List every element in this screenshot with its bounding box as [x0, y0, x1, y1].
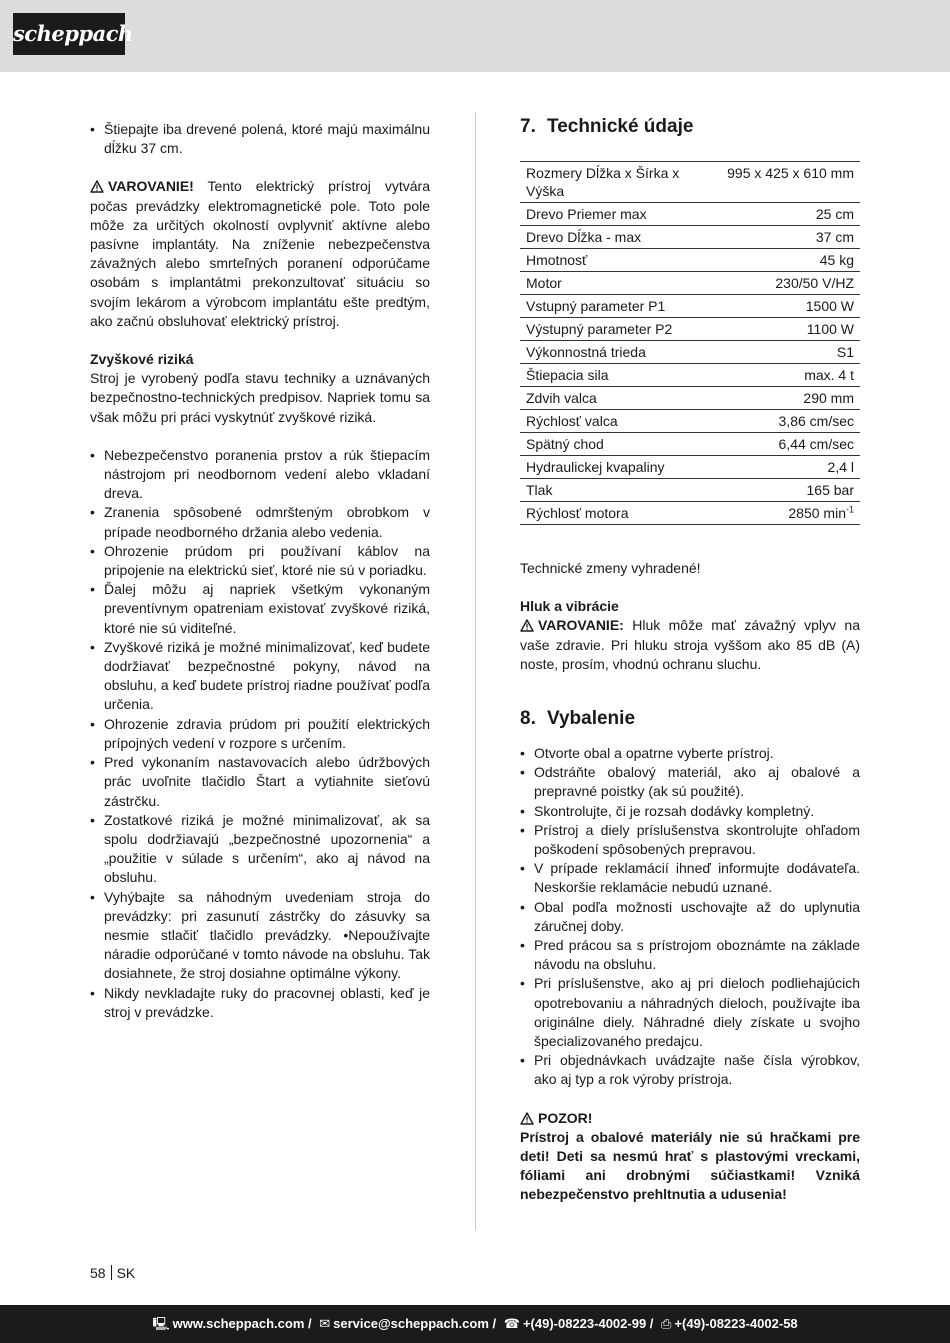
noise-warning: [520, 616, 860, 674]
table-row: [520, 479, 860, 502]
spec-value: max. 4 t: [708, 364, 860, 387]
spec-value: 2,4 l: [708, 456, 860, 479]
spec-label: Tlak: [520, 479, 708, 502]
spec-label: Zdvih valca: [520, 387, 708, 410]
list-item: • Nebezpečenstvo poranenia prstov a rúk štiepacím nástrojom pri neodbornom vedení alebo vkladaní dreva.: [90, 446, 430, 504]
list-item: • Obal podľa možnosti uschovajte až do uplynutia záručnej doby.: [520, 898, 860, 936]
left-column: [90, 120, 430, 1022]
technical-changes-note: Technické zmeny vyhradené!: [520, 560, 701, 576]
warning-icon: [90, 180, 106, 193]
spec-label: Štiepacia sila: [520, 364, 708, 387]
spec-label: Hmotnosť: [520, 249, 708, 272]
spec-value: 165 bar: [708, 479, 860, 502]
language-code: SK: [116, 1265, 136, 1281]
phone-icon: ☎︎: [503, 1316, 520, 1331]
section-title: Vybalenie: [547, 708, 636, 730]
warning-icon: [520, 1112, 536, 1125]
spec-label: Drevo Priemer max: [520, 203, 708, 226]
warning-text: Hluk môže mať závažný vplyv na vaše zdravie. Pri hluku stroja vyššom ako 85 dB (A) noste, prosím, vhodnú ochranu sluchu.: [520, 617, 860, 672]
spec-label: Drevo Dĺžka - max: [520, 226, 708, 249]
table-row: [520, 433, 860, 456]
spec-label: Motor: [520, 272, 708, 295]
page-number: [90, 1264, 135, 1283]
list-item: • Ohrozenie prúdom pri používaní káblov na pripojenie na elektrickú sieť, ktoré nie sú v poriadku.: [90, 542, 430, 580]
spec-table: [520, 161, 860, 525]
warning-text: Tento elektrický prístroj vytvára počas prevádzky elektromagnetické pole. Toto pole môže za určitých okolností ovplyvniť aktívne alebo pasívne implantáty. Na zníženie nebezpečenstva závažných alebo smrteľných poranení odporúčame osobám s implantátmi prekonzultovať situáciu so svojím lekárom a výrobcom implantátu ešte predtým, ako začnú obsluhovať elektrický prístroj.: [90, 178, 430, 329]
caution-heading: [520, 1109, 860, 1128]
spec-value: 230/50 V/HZ: [708, 272, 860, 295]
list-item: • V prípade reklamácií ihneď informujte dodávateľa. Neskoršie reklamácie nebudú uznané.: [520, 859, 860, 897]
section-heading-unpacking: [520, 706, 860, 732]
footer-fax: +(49)-08223-4002-58: [674, 1316, 798, 1331]
spec-value: 25 cm: [708, 203, 860, 226]
spec-value: 45 kg: [708, 249, 860, 272]
unpack-list: [520, 744, 860, 1090]
risks-list: [90, 446, 430, 1022]
noise-heading: Hluk a vibrácie: [520, 598, 619, 615]
risks-intro: Stroj je vyrobený podľa stavu techniky a uznávaných bezpečnostno-technických predpisov. Napriek tomu sa však môžu pri práci vyskytnúť zvyškové riziká.: [90, 370, 430, 425]
risks-heading: Zvyškové riziká: [90, 351, 194, 368]
spec-value: 290 mm: [708, 387, 860, 410]
spec-label: Vstupný parameter P1: [520, 295, 708, 318]
spec-label: Hydraulickej kvapaliny: [520, 456, 708, 479]
spec-label: Rýchlosť motora: [520, 502, 708, 525]
column-divider: [475, 112, 476, 1230]
spec-label: Rozmery Dĺžka x Šírka x Výška: [520, 162, 708, 203]
list-item: • Zvyškové riziká je možné minimalizovať, keď budete dodržiavať bezpečnostné pokyny, návod na obsluhu, a keď budete prístroj riadne používať podľa určenia.: [90, 638, 430, 715]
spec-label: Rýchlosť valca: [520, 410, 708, 433]
section-number: 8.: [520, 708, 536, 730]
table-row: [520, 162, 860, 203]
list-item: • Nikdy nevkladajte ruky do pracovnej oblasti, keď je stroj v prevádzke.: [90, 984, 430, 1022]
spec-value: 1100 W: [708, 318, 860, 341]
table-row: [520, 295, 860, 318]
motor-speed-value: 2850 min: [788, 505, 846, 521]
warning-label: VAROVANIE!: [108, 178, 194, 195]
right-column: [520, 114, 860, 1205]
page-number-value: 58: [90, 1265, 106, 1281]
page-header: [0, 0, 950, 72]
table-row: [520, 410, 860, 433]
spec-value: 3,86 cm/sec: [708, 410, 860, 433]
list-item: • Skontrolujte, či je rozsah dodávky kompletný.: [520, 802, 860, 821]
motor-speed-unit-exponent: -1: [845, 504, 854, 515]
list-item: • Pred vykonaním nastavovacích alebo údržbových prác uvoľnite tlačidlo Štart a vytiahnite sieťovú zástrčku.: [90, 753, 430, 811]
table-row: [520, 318, 860, 341]
envelope-icon: ✉︎: [319, 1316, 331, 1331]
section-title: Technické údaje: [547, 116, 694, 137]
intro-list: [90, 120, 430, 158]
section-heading-technical-data: [520, 114, 860, 140]
list-item: • Ďalej môžu aj napriek všetkým vykonaným preventívnym opatreniam existovať zvyškové riziká, ktoré nie sú viditeľné.: [90, 580, 430, 638]
table-row: [520, 456, 860, 479]
spec-value: 1500 W: [708, 295, 860, 318]
spec-value: 995 x 425 x 610 mm: [708, 162, 860, 203]
brand-logo: scheppach: [13, 13, 125, 55]
list-item: • Vyhýbajte sa náhodným uvedeniam stroja do prevádzky: pri zasunutí zástrčky do zásuvky sa nesmie stlačiť tlačidlo prevádzky. •Nepoužívajte náradie odporúčané v tomto návode na obsluhu. Tak dosiahnete, že stroj dosiahne optimálne výkony.: [90, 888, 430, 984]
list-item: • Odstráňte obalový materiál, ako aj obalové a prepravné poistky (ak sú použité).: [520, 763, 860, 801]
table-row: [520, 502, 860, 525]
list-item: • Štiepajte iba drevené polená, ktoré majú maximálnu dĺžku 37 cm.: [90, 120, 430, 158]
table-row: [520, 226, 860, 249]
section-number: 7.: [520, 116, 536, 137]
list-item: • Zranenia spôsobené odmršteným obrobkom v prípade neodborného držania alebo vedenia.: [90, 503, 430, 541]
page-number-separator: [111, 1265, 112, 1280]
list-item: • Pri príslušenstve, ako aj pri dieloch podliehajúcich opotrebovaniu a náhradných dieloch, používajte iba originálne diely. Náhradné diely získate u svojho špecializovaného predajcu.: [520, 974, 860, 1051]
footer-web[interactable]: www.scheppach.com /: [172, 1316, 312, 1331]
contact-footer: [0, 1305, 950, 1343]
fax-icon: ⎙: [661, 1316, 672, 1331]
list-item: • Otvorte obal a opatrne vyberte prístroj.: [520, 744, 860, 763]
caution-text: Prístroj a obalové materiály nie sú hračkami pre deti! Deti sa nesmú hrať s plastovými vreckami, fóliami ani drobnými súčiastkami! Vzniká nebezpečenstvo prehltnutia a udusenia!: [520, 1128, 860, 1203]
spec-label: Spätný chod: [520, 433, 708, 456]
list-item: • Pred prácou sa s prístrojom oboznámte na základe návodu na obsluhu.: [520, 936, 860, 974]
em-field-warning: [90, 177, 430, 331]
caution-label: POZOR!: [538, 1109, 593, 1126]
footer-phone: +(49)-08223-4002-99 /: [522, 1316, 654, 1331]
list-item: • Prístroj a diely príslušenstva skontrolujte ohľadom poškodení spôsobených prepravou.: [520, 821, 860, 859]
spec-label: Výkonnostná trieda: [520, 341, 708, 364]
table-row: [520, 272, 860, 295]
table-row: [520, 387, 860, 410]
computer-icon: 🖳︎: [152, 1316, 170, 1331]
spec-label: Výstupný parameter P2: [520, 318, 708, 341]
spec-value: S1: [708, 341, 860, 364]
table-row: [520, 364, 860, 387]
list-item: • Pri objednávkach uvádzajte naše čísla výrobkov, ako aj typ a rok výroby prístroja.: [520, 1051, 860, 1089]
warning-label: VAROVANIE:: [538, 617, 624, 634]
table-row: [520, 249, 860, 272]
footer-email[interactable]: service@scheppach.com /: [333, 1316, 497, 1331]
list-item: • Zostatkové riziká je možné minimalizovať, ak sa spolu dodržiavajú „bezpečnostné upozornenia“ a „použitie v súlade s určením“, ako aj návod na obsluhu.: [90, 811, 430, 888]
spec-value-motor-speed: [708, 502, 860, 525]
table-row: [520, 341, 860, 364]
spec-value: 37 cm: [708, 226, 860, 249]
table-row: [520, 203, 860, 226]
warning-icon: [520, 619, 536, 632]
spec-value: 6,44 cm/sec: [708, 433, 860, 456]
list-item: • Ohrozenie zdravia prúdom pri použití elektrických prípojných vedení v rozpore s určením.: [90, 715, 430, 753]
